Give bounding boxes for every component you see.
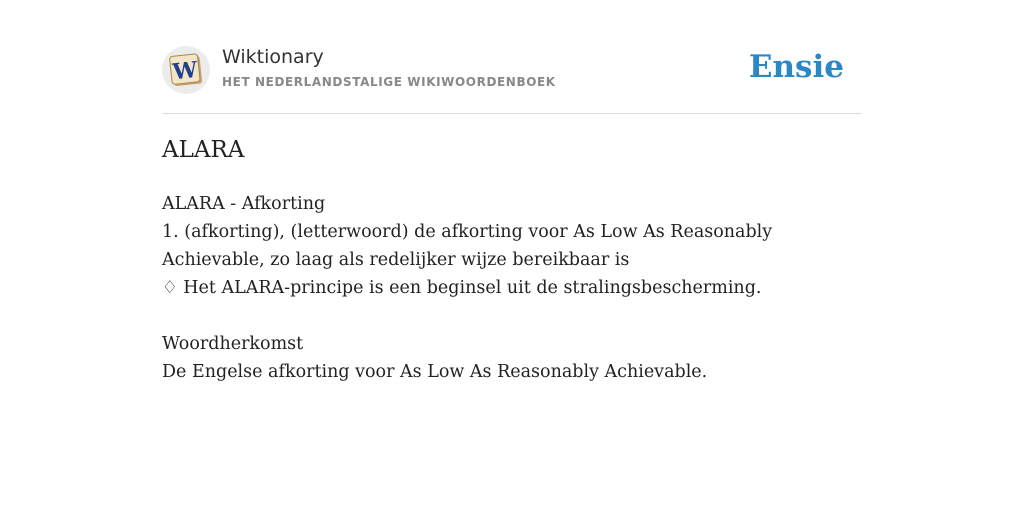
svg-text:W: W bbox=[171, 56, 199, 86]
section-spacer bbox=[162, 302, 862, 330]
header-divider bbox=[162, 113, 862, 114]
site-header bbox=[162, 46, 862, 96]
wiktionary-logo-icon[interactable] bbox=[162, 46, 210, 94]
etymology-text: De Engelse afkorting voor As Low As Reasonably Achievable. bbox=[162, 362, 708, 382]
page-title: ALARA bbox=[162, 137, 245, 163]
definition-text: 1. (afkorting), (letterwoord) de afkorting voor As Low As Reasonably Achievable, zo laag als redelijker wijze bereikbaar is bbox=[162, 222, 773, 270]
site-tagline: HET NEDERLANDSTALIGE WIKIWOORDENBOEK bbox=[222, 75, 556, 89]
site-name[interactable]: Wiktionary bbox=[222, 46, 324, 68]
etymology-heading: Woordherkomst bbox=[162, 334, 304, 354]
ensie-brand-link[interactable]: Ensie bbox=[748, 49, 844, 85]
example-sentence: ♢ Het ALARA-principe is een beginsel uit de stralingsbescherming. bbox=[162, 278, 762, 298]
entry-heading-line: ALARA - Afkorting bbox=[162, 194, 326, 214]
article-body bbox=[162, 190, 862, 386]
